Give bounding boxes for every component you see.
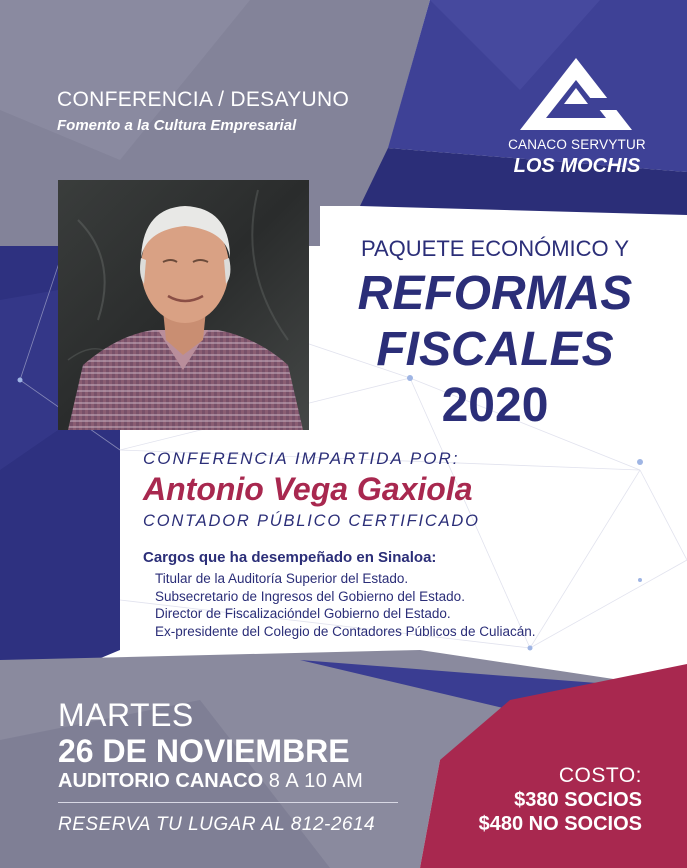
org-city: LOS MOCHIS [513, 155, 641, 177]
speaker-photo [58, 180, 309, 430]
topic-line-2: REFORMAS [357, 267, 633, 320]
event-day: MARTES [58, 697, 194, 733]
event-subtitle: Fomento a la Cultura Empresarial [57, 117, 297, 134]
topic-line-3: FISCALES [376, 323, 614, 376]
speaker-title: CONTADOR PÚBLICO CERTIFICADO [143, 512, 480, 530]
event-venue: AUDITORIO CANACO [58, 770, 264, 792]
positions-heading: Cargos que ha desempeñado en Sinaloa: [143, 549, 437, 566]
event-time: 8 A 10 AM [268, 770, 364, 792]
event-type: CONFERENCIA / DESAYUNO [57, 88, 350, 111]
list-item: Titular de la Auditoría Superior del Estado. [155, 571, 409, 586]
divider [58, 802, 398, 803]
topic-year: 2020 [441, 379, 549, 432]
canaco-logo-icon [520, 58, 632, 130]
list-item: Ex-presidente del Colegio de Contadores Públicos de Culiacán. [155, 623, 536, 639]
topic-line-1: PAQUETE ECONÓMICO Y [360, 236, 630, 261]
speaker-intro: CONFERENCIA IMPARTIDA POR: [143, 449, 460, 468]
reservation-phone: RESERVA TU LUGAR AL 812-2614 [58, 814, 376, 835]
list-item: Director de Fiscalizacióndel Gobierno del Estado. [155, 606, 451, 621]
price-non-members: $480 NO SOCIOS [478, 813, 642, 835]
venue-line [58, 770, 363, 793]
org-name: CANACO SERVYTUR [508, 137, 646, 152]
list-item: Subsecretario de Ingresos del Gobierno del Estado. [155, 588, 465, 604]
speaker-name: Antonio Vega Gaxiola [143, 471, 473, 507]
price-members: $380 SOCIOS [514, 789, 642, 811]
cost-label: COSTO: [558, 764, 642, 787]
positions-list [155, 570, 535, 640]
event-date: 26 DE NOVIEMBRE [58, 733, 350, 769]
